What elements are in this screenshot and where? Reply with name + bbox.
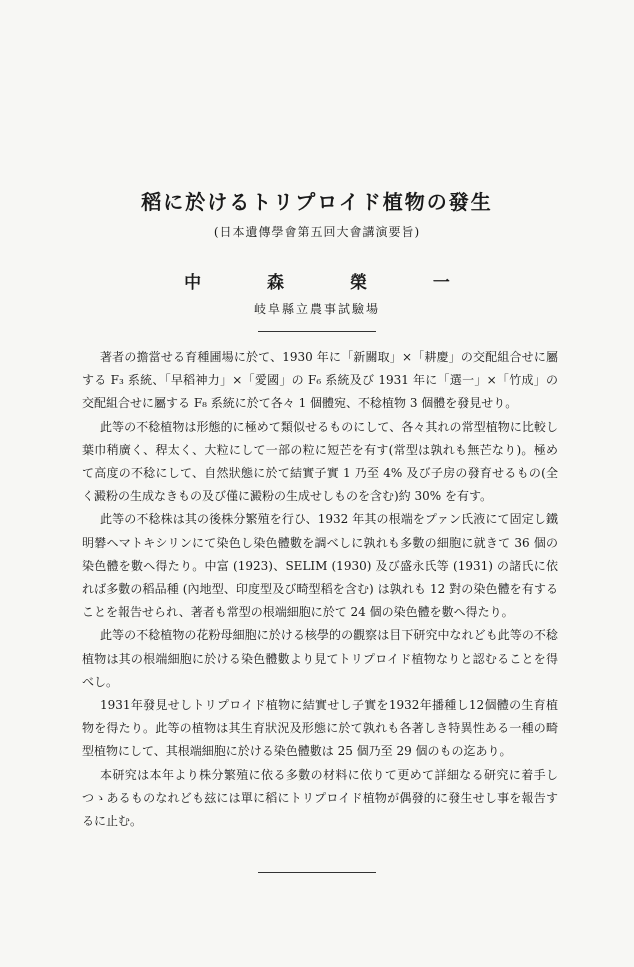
paper-body bbox=[82, 346, 558, 833]
paragraph: 此等の不稔株は其の後株分繁殖を行ひ、1932 年其の根端をプァン氏液にて固定し鐵明礬ヘマトキシリンにて染色し染色體數を調べしに孰れも多數の細胞に就きて 36 個の染色體を數へ得たり。中富 (1923)、SELIM (1930) 及び盛永氏等 (1931) の諸氏に依れば多數の稻品種 (內地型、印度型及び畸型稻を含む) は孰れも 12 對の染色體を有することを報告せられ、著者も常型の根端細胞に於て 24 個の染色體を數へ得たり。 bbox=[82, 512, 558, 620]
header-divider bbox=[258, 331, 376, 332]
author-name: 中 森 榮 一 bbox=[184, 273, 480, 293]
paragraph: 1931年發見せしトリプロイド植物に結實せし子實を1932年播種し12個體の生育植物を得たり。此等の植物は其生育狀況及形態に於て孰れも各著しき特異性ある一種の畸型植物にして、其根端細胞に於ける染色體數は 25 個乃至 29 個のもの迄あり。 bbox=[82, 698, 558, 759]
author-affiliation: 岐阜縣立農事試驗場 bbox=[253, 302, 380, 316]
paragraph: 著者の擔當せる育種圃場に於て、1930 年に「新關取」×「耕慶」の交配組合せに屬する F₃ 系統、「早稻神力」×「愛國」の F₆ 系統及び 1931 年に「選一」×「竹成」の交配組合せに屬する F₈ 系統に於て各々 1 個體宛、不稔植物 3 個體を發見せり。 bbox=[82, 350, 558, 411]
footer-divider bbox=[258, 872, 376, 873]
paragraph: 此等の不稔植物は形態的に極めて類似せるものにして、各々其れの常型植物に比較し葉巾稍廣く、稈太く、大粒にして一部の粒に短芒を有す(常型は孰れも無芒なり)。極めて高度の不稔にして、自然狀態に於て結實子實 1 乃至 4% 及び子房の發育せるもの(全く澱粉の生成なきもの及び僅に澱粉の生成せしものを含む)約 30% を有す。 bbox=[82, 419, 558, 504]
paper-title: 稻に於けるトリプロイド植物の發生 bbox=[141, 190, 493, 214]
paragraph: 本研究は本年より株分繁殖に依る多數の材料に依りて更めて詳細なる研究に着手しつゝあるものなれども玆には單に稻にトリプロイド植物が偶發的に發生せし事を報告するに止む。 bbox=[82, 767, 558, 829]
paper-subtitle: (日本遺傳學會第五回大會講演要旨) bbox=[213, 225, 421, 239]
paragraph: 此等の不稔植物の花粉母細胞に於ける核學的の觀察は目下研究中なれども此等の不稔植物は其の根端細胞に於ける染色體數より見てトリプロイド植物なりと認むることを得べし。 bbox=[82, 628, 558, 689]
